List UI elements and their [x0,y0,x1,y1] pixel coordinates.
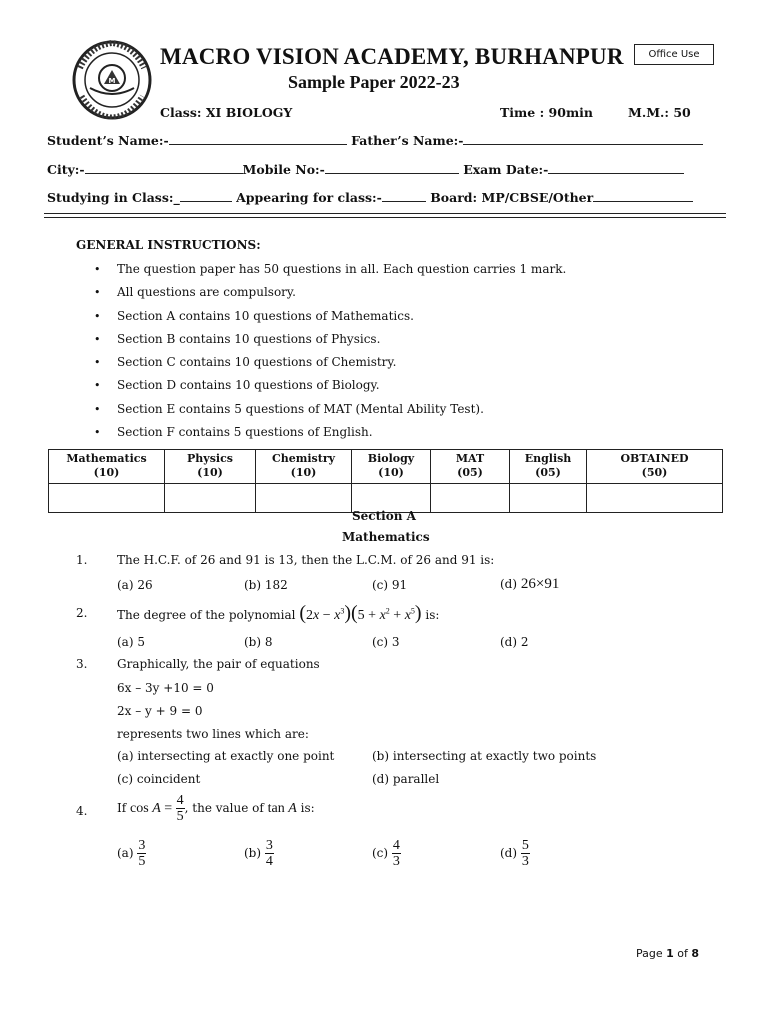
marks-cell-chemistry[interactable] [256,484,352,513]
table-header-cell: Chemistry (10) [256,450,352,484]
option-d: (d) parallel [372,772,440,786]
option-a: (a) intersecting at exactly one point [117,749,335,763]
option-c: (c) coincident [117,772,201,786]
list-item: • Section B contains 10 questions of Physics. [94,331,381,346]
marks-table [48,449,723,513]
max-marks-label: M.M.: 50 [628,105,691,120]
option-a: (a) 5 [117,635,145,649]
studying-line[interactable] [180,189,232,202]
question-tail: represents two lines which are: [117,727,309,741]
student-name-label: Student’s Name:- [47,133,169,148]
option-b: (b) 8 [244,635,273,649]
page-number: Page 1 of 8 [636,947,700,960]
table-header-row [49,450,723,484]
question-number: 4. [76,804,88,818]
question-number: 2. [76,606,88,620]
section-subject: Mathematics [342,530,430,544]
question-text: If cos A = $\frac{4}{5}$ , the value of tan A is: [117,793,315,824]
list-item: • Section A contains 10 questions of Mathematics. [94,308,414,323]
table-header-cell: MAT (05) [431,450,510,484]
father-name-label: Father’s Name:- [351,133,464,148]
table-header-cell: Biology (10) [352,450,431,484]
question-text: The degree of the polynomial $(2x - x^3)(5 + x^2 + x^5)$ is: [117,602,440,624]
mobile-line[interactable] [325,161,459,174]
paper-subtitle: Sample Paper 2022-23 [288,72,460,92]
table-header-cell: Physics (10) [165,450,256,484]
header-rule-bottom [44,217,726,218]
section-title: Section A [352,509,416,523]
exam-date-label: Exam Date:- [463,162,549,177]
option-d: (d) $\frac{5}{3}$ [500,838,529,869]
question-text: Graphically, the pair of equations [117,657,320,671]
appearing-label: Appearing for class:- [236,190,382,205]
office-use-underline [634,64,713,65]
polynomial-expression: $(2x - x^3)(5 + x^2 + x^5)$ [299,602,422,624]
list-item: • All questions are compulsory. [94,285,296,300]
exam-date-line[interactable] [548,161,684,174]
option-c: (c) 91 [372,578,408,592]
class-board-field[interactable] [47,189,693,205]
school-title: MACRO VISION ACADEMY, BURHANPUR [160,44,624,69]
instructions-heading: GENERAL INSTRUCTIONS: [76,238,261,252]
cos-fraction: $\frac{4}{5}$ [176,793,184,824]
mobile-label: Mobile No:- [242,162,325,177]
question-number: 3. [76,657,88,671]
marks-cell-mathematics[interactable] [49,484,165,513]
city-mobile-field[interactable] [47,161,684,177]
student-name-field[interactable] [47,132,703,148]
equation-2: 2x – y + 9 = 0 [117,704,203,718]
office-use-box: Office Use [634,44,714,65]
svg-text:M: M [108,77,116,85]
list-item: • The question paper has 50 questions in all. Each question carries 1 mark. [94,262,567,276]
father-name-line[interactable] [463,132,703,145]
marks-cell-english[interactable] [510,484,587,513]
instructions-list [94,262,566,448]
table-header-cell: Mathematics (10) [49,450,165,484]
table-header-cell: English (05) [510,450,587,484]
header-rule-top [44,213,726,214]
board-line[interactable] [593,189,693,202]
option-d: (d) 2 [500,635,529,649]
option-c: (c) $\frac{4}{3}$ [372,838,400,869]
student-name-line[interactable] [169,132,347,145]
marks-cell-physics[interactable] [165,484,256,513]
option-a: (a) $\frac{3}{5}$ [117,838,146,869]
option-d-math: 26×91 [520,576,560,592]
city-label: City:- [47,162,85,177]
option-b: (b) 182 [244,578,288,592]
option-a: (a) 26 [117,578,153,592]
option-b: (b) intersecting at exactly two points [372,749,597,763]
studying-label: Studying in Class:_ [47,190,180,205]
option-d: (d) 26×91 [500,576,560,592]
option-b: (b) $\frac{3}{4}$ [244,838,273,869]
academy-logo [70,38,154,122]
board-label: Board: MP/CBSE/Other [430,190,594,205]
equation-1: 6x – 3y +10 = 0 [117,681,214,695]
list-item: • Section C contains 10 questions of Chemistry. [94,355,397,370]
question-number: 1. [76,553,88,567]
option-c: (c) 3 [372,635,400,649]
class-label: Class: XI BIOLOGY [160,105,293,120]
question-text: The H.C.F. of 26 and 91 is 13, then the L.C.M. of 26 and 91 is: [117,553,495,567]
table-header-cell: OBTAINED (50) [587,450,723,484]
list-item: • Section D contains 10 questions of Biology. [94,378,380,393]
marks-cell-mat[interactable] [431,484,510,513]
marks-cell-obtained[interactable] [587,484,723,513]
city-line[interactable] [85,161,243,174]
list-item: • Section E contains 5 questions of MAT (Mental Ability Test). [94,401,484,416]
list-item: • Section F contains 5 questions of English. [94,425,373,440]
time-label: Time : 90min [500,105,594,120]
appearing-line[interactable] [382,189,426,202]
